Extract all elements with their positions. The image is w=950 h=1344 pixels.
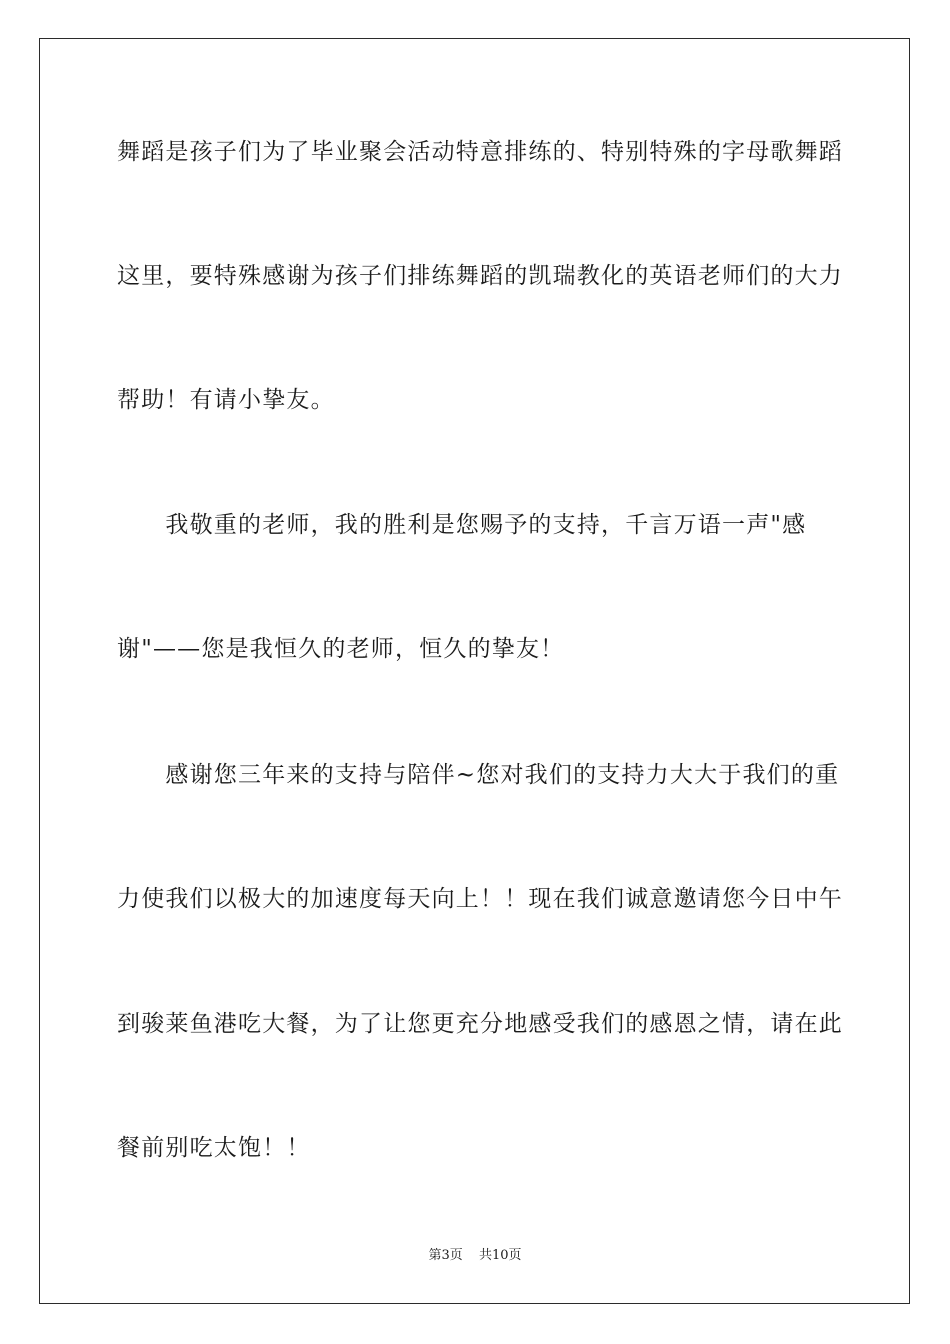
body-text-line: 餐前别吃太饱！！ [117, 1135, 311, 1161]
body-text-line: 这里，要特殊感谢为孩子们排练舞蹈的凯瑞教化的英语老师们的大力 [117, 263, 843, 289]
page-footer [0, 1247, 950, 1265]
page-number: 第3页 [428, 1248, 463, 1263]
body-text-line: 舞蹈是孩子们为了毕业聚会活动特意排练的、特别特殊的字母歌舞蹈 [117, 139, 843, 165]
page-border [39, 38, 910, 1304]
page-total: 共10页 [478, 1248, 522, 1263]
paragraph-start-line: 我敬重的老师，我的胜利是您赐予的支持，千言万语一声"感 [117, 512, 807, 538]
paragraph-start-line: 感谢您三年来的支持与陪伴~您对我们的支持力大大于我们的重 [117, 762, 840, 788]
body-text-line: 帮助！有请小挚友。 [117, 387, 335, 413]
body-text-line: 到骏莱鱼港吃大餐，为了让您更充分地感受我们的感恩之情，请在此 [117, 1011, 843, 1037]
body-text-line: 谢"——您是我恒久的老师，恒久的挚友！ [117, 636, 565, 662]
body-text-line: 力使我们以极大的加速度每天向上！！现在我们诚意邀请您今日中午 [117, 886, 843, 912]
